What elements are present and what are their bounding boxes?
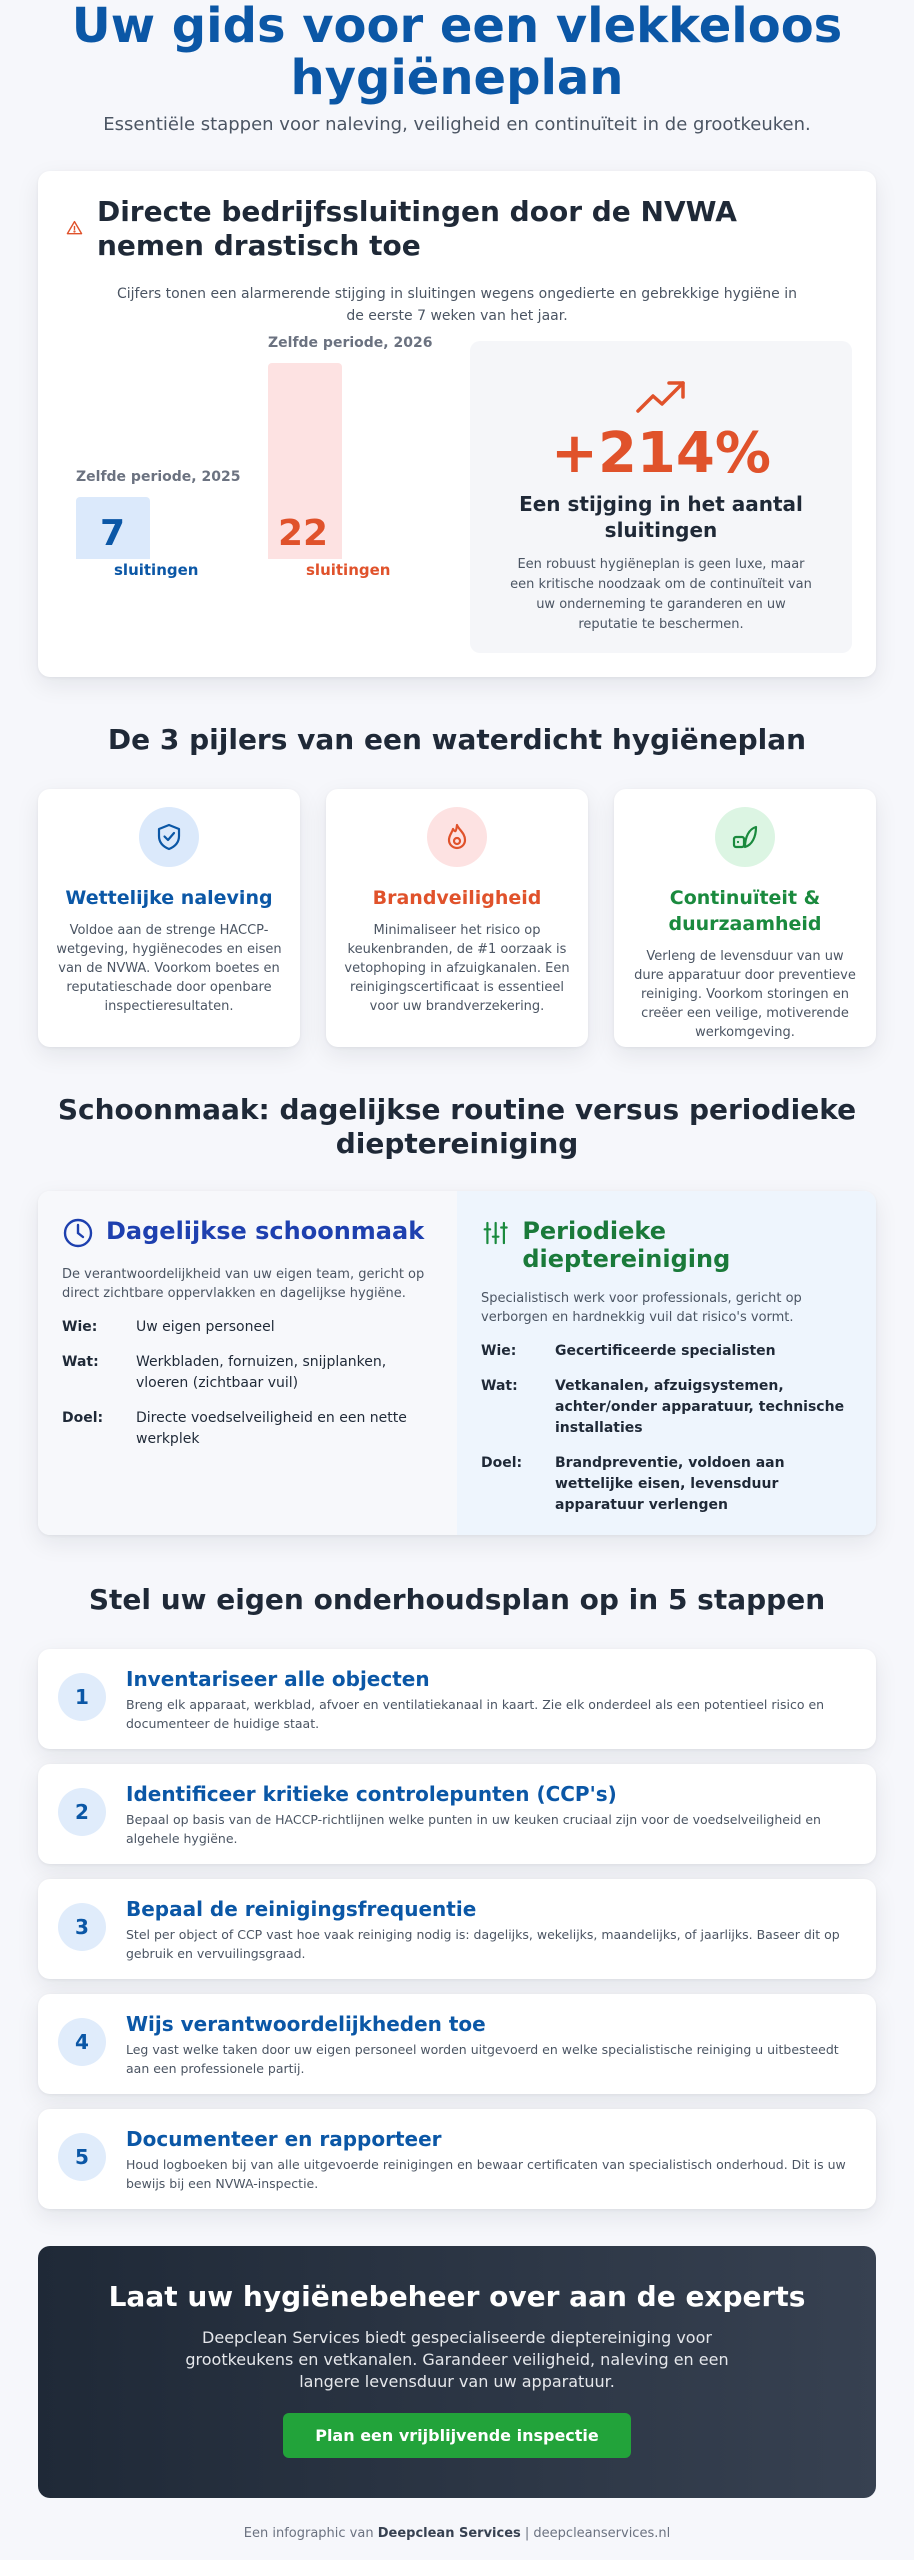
- clock-icon: [62, 1217, 94, 1249]
- cleaning-comparison: [38, 1191, 876, 1535]
- bar-category-label: Zelfde periode, 2026: [268, 335, 433, 351]
- increase-stat-box: [470, 341, 852, 653]
- step-title: Identificeer kritieke controlepunten (CCP's): [126, 1782, 617, 1806]
- daily-row-who: Wie: Uw eigen personeel: [62, 1319, 275, 1335]
- bar-category-label: Zelfde periode, 2025: [76, 469, 241, 485]
- flame-icon: [445, 823, 469, 851]
- step-number: 3: [58, 1903, 106, 1951]
- warning-icon: [66, 217, 83, 239]
- step-card: [38, 1994, 876, 2094]
- daily-row-goal: Doel: Directe voedselveiligheid en een nette werkplek: [62, 1410, 407, 1447]
- increase-percentage: +214%: [551, 421, 771, 486]
- step-text: Breng elk apparaat, werkblad, afvoer en ventilatiekanaal in kaart. Zie elk onderdeel als een potentieel risico en documenteer de huidige staat.: [126, 1697, 825, 1731]
- leaf-icon: [731, 823, 759, 851]
- step-card: [38, 1764, 876, 1864]
- daily-title: Dagelijkse schoonmaak: [106, 1217, 425, 1245]
- step-text: Leg vast welke taken door uw eigen personeel worden uitgevoerd en welke specialistische reiniging u uitbesteedt aan een professionele partij.: [126, 2042, 839, 2076]
- sliders-icon: [481, 1217, 510, 1249]
- pillar-title: Continuïteit & duurzaamheid: [668, 887, 822, 935]
- daily-cleaning-column: [38, 1191, 457, 1535]
- periodic-description: Specialistisch werk voor professionals, gericht op verborgen en hardnekkig vuil dat risico's vormt.: [481, 1291, 802, 1325]
- step-title: Documenteer en rapporteer: [126, 2127, 442, 2151]
- pillars-title: De 3 pijlers van een waterdicht hygiëneplan: [107, 723, 807, 756]
- pillar-text: Voldoe aan de strenge HACCP-wetgeving, hygiënecodes en eisen van de NVWA. Voorkom boetes en reputatieschade door openbare inspectieresultaten.: [56, 923, 282, 1014]
- cta-banner: [38, 2246, 876, 2498]
- pillar-text: Minimaliseer het risico op keukenbranden, de #1 oorzaak is vetophoping in afzuigkanalen. Een reinigingscertificaat is essentieel voor uw brandverzekering.: [344, 923, 570, 1014]
- step-number: 2: [58, 1788, 106, 1836]
- pillar-icon-circle: [139, 807, 199, 867]
- bar-value-label: 7: [100, 513, 126, 554]
- periodic-cleaning-column: [457, 1191, 876, 1535]
- step-number: 4: [58, 2018, 106, 2066]
- cta-title: Laat uw hygiënebeheer over aan de experts: [108, 2280, 806, 2313]
- increase-description: Een robuust hygiëneplan is geen luxe, maar een kritische noodzaak om de continuïteit van uw onderneming te garanderen en uw reputatie te beschermen.: [510, 557, 812, 632]
- periodic-row-what: Wat: Vetkanalen, afzuigsystemen, achter/onder apparatuur, technische installaties: [481, 1378, 845, 1436]
- daily-row-what: Wat: Werkbladen, fornuizen, snijplanken, vloeren (zichtbaar vuil): [62, 1354, 387, 1391]
- closure-alert-card: [38, 171, 876, 677]
- pillar-card: [326, 789, 588, 1047]
- shield-check-icon: [156, 823, 182, 851]
- bar-unit-label: sluitingen: [114, 561, 199, 579]
- pillar-title: Wettelijke naleving: [65, 887, 273, 909]
- hero: [38, 0, 876, 135]
- cleaning-title: Schoonmaak: dagelijkse routine versus periodieke dieptereiniging: [57, 1093, 857, 1160]
- footer-link[interactable]: deepcleanservices.nl: [533, 2526, 671, 2541]
- daily-description: De verantwoordelijkheid van uw eigen team, gericht op direct zichtbare oppervlakken en dagelijkse hygiëne.: [62, 1267, 425, 1301]
- bar-unit-label: sluitingen: [306, 561, 391, 579]
- step-text: Bepaal op basis van de HACCP-richtlijnen welke punten in uw keuken cruciaal zijn voor de voedselveiligheid en algehele hygiëne.: [126, 1812, 821, 1846]
- periodic-title: Periodieke dieptereiniging: [522, 1217, 731, 1273]
- alert-description: Cijfers tonen een alarmerende stijging in sluitingen wegens ongedierte en gebrekkige hygiëne in de eerste 7 weken van het jaar.: [117, 286, 797, 324]
- step-title: Bepaal de reinigingsfrequentie: [126, 1897, 477, 1921]
- bar-value-label: 22: [278, 513, 329, 554]
- pillar-icon-circle: [715, 807, 775, 867]
- plan-inspection-button[interactable]: Plan een vrijblijvende inspectie: [283, 2413, 631, 2458]
- step-title: Inventariseer alle objecten: [126, 1667, 430, 1691]
- periodic-row-goal: Doel: Brandpreventie, voldoen aan wettelijke eisen, levensduur apparatuur verlengen: [481, 1455, 785, 1513]
- pillar-icon-circle: [427, 807, 487, 867]
- step-card: [38, 2109, 876, 2209]
- pillar-title: Brandveiligheid: [372, 887, 542, 909]
- step-number: 5: [58, 2133, 106, 2181]
- steps-list: [38, 1649, 876, 2209]
- footer: Een infographic van Deepclean Services | deepcleanservices.nl: [243, 2526, 671, 2541]
- step-card: [38, 1879, 876, 1979]
- periodic-row-who: Wie: Gecertificeerde specialisten: [481, 1343, 776, 1359]
- cta-text: Deepclean Services biedt gespecialiseerde dieptereiniging voor grootkeukens en vetkanalen. Garandeer veiligheid, naleving en een langere levensduur van uw apparatuur.: [185, 2328, 729, 2391]
- step-number: 1: [58, 1673, 106, 1721]
- page-subtitle: Essentiële stappen voor naleving, veiligheid en continuïteit in de grootkeuken.: [103, 114, 811, 135]
- closures-bar-chart: [76, 335, 476, 671]
- pillar-card: [614, 789, 876, 1047]
- page-title: Uw gids voor een vlekkeloos hygiëneplan: [71, 0, 843, 106]
- step-text: Houd logboeken bij van alle uitgevoerde reinigingen en bewaar certificaten van specialistisch onderhoud. Dit is uw bewijs bij een NVWA-inspectie.: [126, 2157, 846, 2191]
- pillar-text: Verleng de levensduur van uw dure apparatuur door preventieve reiniging. Voorkom storingen en creëer een veilige, motiverende werkomgeving.: [634, 949, 856, 1040]
- step-text: Stel per object of CCP vast hoe vaak reiniging nodig is: dagelijks, wekelijks, maandelijks, of jaarlijks. Baseer dit op gebruik en vervuilingsgraad.: [126, 1927, 840, 1961]
- pillars-grid: [38, 789, 876, 1047]
- increase-title: Een stijging in het aantal sluitingen: [519, 492, 803, 542]
- alert-title: Directe bedrijfssluitingen door de NVWA nemen drastisch toe: [96, 195, 737, 262]
- steps-title: Stel uw eigen onderhoudsplan op in 5 stappen: [88, 1583, 826, 1616]
- step-card: [38, 1649, 876, 1749]
- step-title: Wijs verantwoordelijkheden toe: [126, 2012, 486, 2036]
- pillar-card: [38, 789, 300, 1047]
- trending-up-icon: [635, 377, 687, 415]
- footer-brand: Deepclean Services: [377, 2526, 521, 2541]
